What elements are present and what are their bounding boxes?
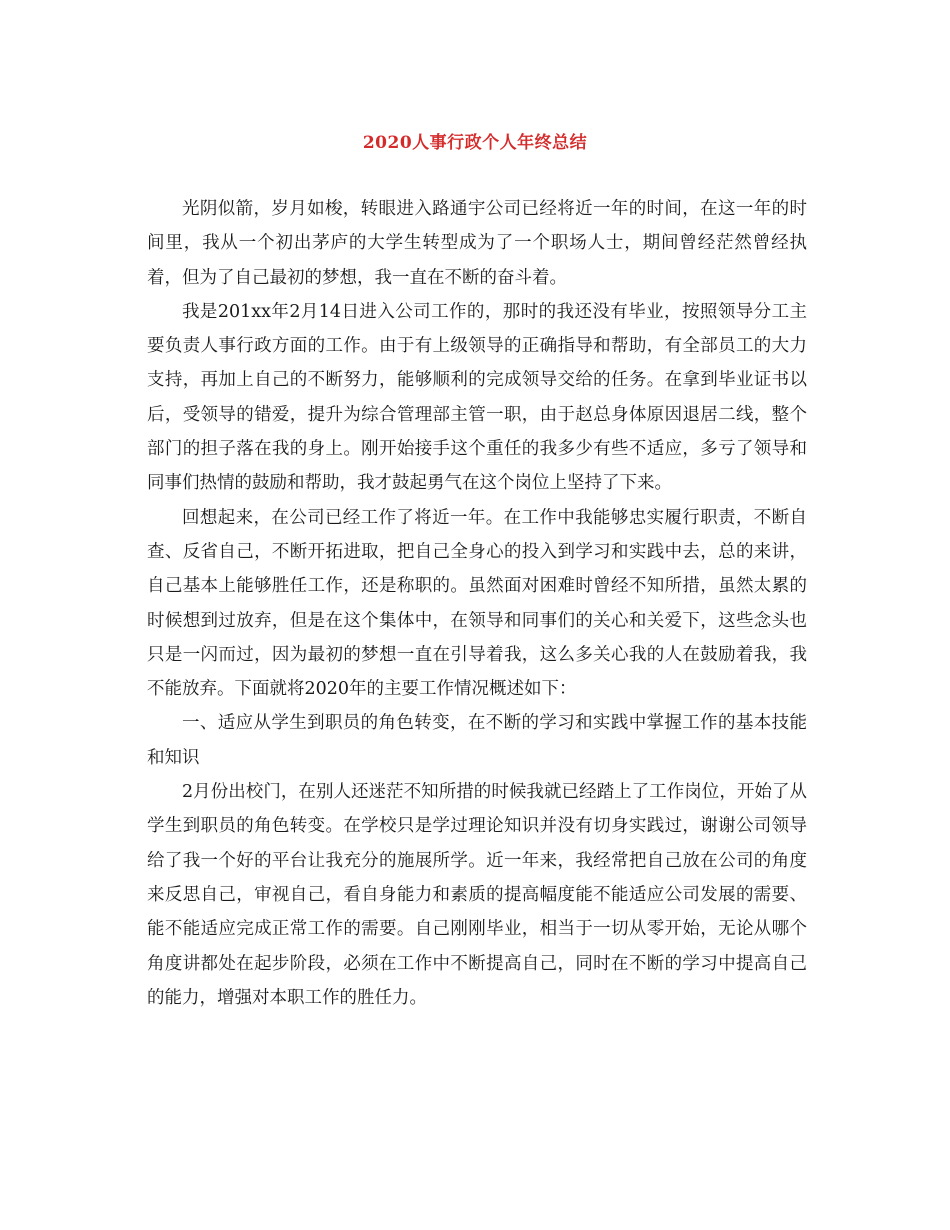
section-heading-1: 一、适应从学生到职员的角色转变，在不断的学习和实践中掌握工作的基本技能和知识 <box>147 713 807 768</box>
paragraph-role-transition: 2月份出校门，在别人还迷茫不知所措的时候我就已经踏上了工作岗位，开始了从学生到职员的角色转变。在学校只是学过理论知识并没有切身实践过，谢谢公司领导给了我一个好的平台让我充分的施展所学。近一年来，我经常把自己放在公司的角度来反思自己，审视自己，看自身能力和素质的提高幅度能不能适应公司发展的需要、能不能适应完成正常工作的需要。自己刚刚毕业，相当于一切从零开始，无论从哪个角度讲都处在起步阶段，必须在工作中不断提高自己，同时在不断的学习中提高自己的能力，增强对本职工作的胜任力。 <box>147 782 807 1008</box>
paragraph-reflection: 回想起来，在公司已经工作了将近一年。在工作中我能够忠实履行职责，不断自查、反省自己，不断开拓进取，把自己全身心的投入到学习和实践中去，总的来讲，自己基本上能够胜任工作，还是称职的。虽然面对困难时曾经不知所措，虽然太累的时候想到过放弃，但是在这个集体中，在领导和同事们的关心和关爱下，这些念头也只是一闪而过，因为最初的梦想一直在引导着我，这么多关心我的人在鼓励着我，我不能放弃。下面就将2020年的主要工作情况概述如下： <box>147 507 807 700</box>
paragraph-intro: 光阴似箭，岁月如梭，转眼进入路通宇公司已经将近一年的时间，在这一年的时间里，我从一个初出茅庐的大学生转型成为了一个职场人士，期间曾经茫然曾经执着，但为了自己最初的梦想，我一直在不断的奋斗着。 <box>147 199 807 288</box>
document-title: 2020人事行政个人年终总结 <box>362 133 588 153</box>
document-body <box>147 192 807 1015</box>
paragraph-background: 我是201xx年2月14日进入公司工作的，那时的我还没有毕业，按照领导分工主要负责人事行政方面的工作。由于有上级领导的正确指导和帮助，有全部员工的大力支持，再加上自己的不断努力，能够顺利的完成领导交给的任务。在拿到毕业证书以后，受领导的错爱，提升为综合管理部主管一职，由于赵总身体原因退居二线，整个部门的担子落在我的身上。刚开始接手这个重任的我多少有些不适应，多亏了领导和同事们热情的鼓励和帮助，我才鼓起勇气在这个岗位上坚持了下来。 <box>147 301 807 494</box>
